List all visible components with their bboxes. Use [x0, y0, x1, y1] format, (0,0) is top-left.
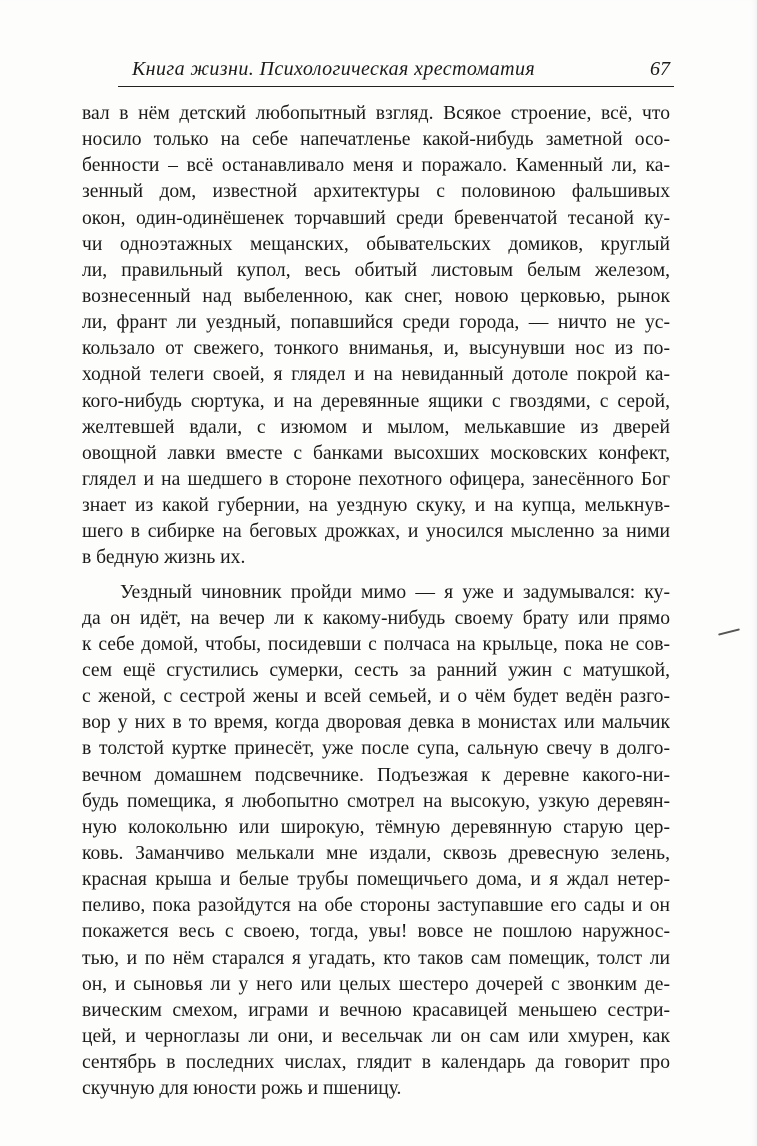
text-line: вическим смехом, играми и вечною красавицей меньшею сестри-	[82, 999, 670, 1021]
body-text	[82, 101, 670, 1102]
text-line: Уездный чиновник пройди мимо — я уже и задумывался: ку-	[120, 581, 670, 603]
page-number: 67	[650, 58, 670, 80]
margin-pencil-mark	[718, 628, 740, 635]
text-line: в бедную жизнь их.	[82, 547, 246, 569]
text-line: будь помещика, я любопытно смотрел на высокую, узкую деревян-	[82, 790, 670, 812]
text-line: вознесенный над выбеленною, как снег, новою церковью, рынок	[82, 285, 670, 307]
text-line: цей, и черноглазы ли они, и весельчак ли он сам или хмурен, как	[82, 1025, 670, 1047]
text-line: желтевшей вдали, с изюмом и мылом, мелькавшие из дверей	[82, 416, 670, 438]
text-line: кользало от свежего, тонкого вниманья, и, высунувши нос из по-	[82, 338, 670, 360]
text-line: тью, и по нём старался я угадать, кто таков сам помещик, толст ли	[82, 947, 670, 969]
text-line: шего в сибирке на беговых дрожках, и уносился мысленно за ними	[82, 521, 670, 543]
text-line: скучную для юности рожь и пшеницу.	[82, 1078, 402, 1100]
text-line: ковь. Заманчиво мелькали мне издали, сквозь древесную зелень,	[82, 842, 670, 864]
text-line: овощной лавки вместе с банками высохших московских конфект,	[82, 442, 670, 464]
text-line: глядел и на шедшего в стороне пехотного офицера, занесённого Бог	[82, 468, 670, 490]
header-divider	[118, 86, 674, 87]
text-line: в толстой куртке принесёт, уже после супа, сальную свечу в долго-	[82, 738, 670, 760]
text-line: пеливо, пока разойдутся на обе стороны заступавшие его сады и он	[82, 895, 670, 917]
paragraph	[82, 101, 670, 572]
text-line: сем ещё сгустились сумерки, сесть за ранний ужин с матушкой,	[82, 659, 670, 681]
paragraph	[82, 580, 670, 1103]
page-header	[118, 52, 676, 88]
text-line: сентябрь в последних числах, глядит в календарь да говорит про	[82, 1052, 670, 1074]
text-line: да он идёт, на вечер ли к какому-нибудь своему брату или прямо	[82, 607, 670, 629]
text-line: вал в нём детский любопытный взгляд. Всякое строение, всё, что	[82, 103, 670, 124]
text-line: ходной телеги своей, я глядел и на невиданный дотоле покрой ка-	[82, 364, 670, 386]
text-line: с женой, с сестрой жены и всей семьей, и о чём будет ведён разго-	[82, 686, 670, 708]
text-line: ную колокольню или широкую, тёмную деревянную старую цер-	[82, 816, 670, 838]
text-line: ли, франт ли уездный, попавшийся среди города, — ничто не ус-	[82, 312, 670, 334]
text-line: знает из какой губернии, на уездную скуку, и на купца, мелькнув-	[82, 495, 670, 517]
text-line: кого-нибудь сюртука, и на деревянные ящики с гвоздями, с серой,	[82, 390, 670, 412]
running-title: Книга жизни. Психологическая хрестоматия	[132, 58, 536, 80]
paragraph-spacing	[82, 572, 670, 580]
text-line: бенности – всё останавливало меня и поражало. Каменный ли, ка-	[82, 155, 670, 177]
text-line: окон, один-одинёшенек торчавший среди бревенчатой тесаной ку-	[82, 207, 670, 229]
text-line: покажется весь с своею, тогда, увы! вовсе не пошлою наружнос-	[82, 921, 670, 943]
text-line: чи одноэтажных мещанских, обывательских домиков, круглый	[82, 233, 670, 255]
text-line: вор у них в то время, когда дворовая девка в монистах или мальчик	[82, 712, 670, 734]
text-line: зенный дом, известной архитектуры с половиною фальшивых	[82, 181, 670, 203]
text-line: он, и сыновья ли у него или целых шестеро дочерей с звонким де-	[82, 973, 670, 995]
text-line: ли, правильный купол, весь обитый листовым белым железом,	[82, 259, 670, 281]
text-line: к себе домой, чтобы, посидевши с полчаса на крыльце, пока не сов-	[82, 633, 670, 655]
text-line: красная крыша и белые трубы помещичьего дома, и я ждал нетер-	[82, 869, 670, 891]
text-line: носило только на себе напечатленье какой-нибудь заметной осо-	[82, 129, 670, 151]
text-line: вечном домашнем подсвечнике. Подъезжая к деревне какого-ни-	[82, 764, 670, 786]
